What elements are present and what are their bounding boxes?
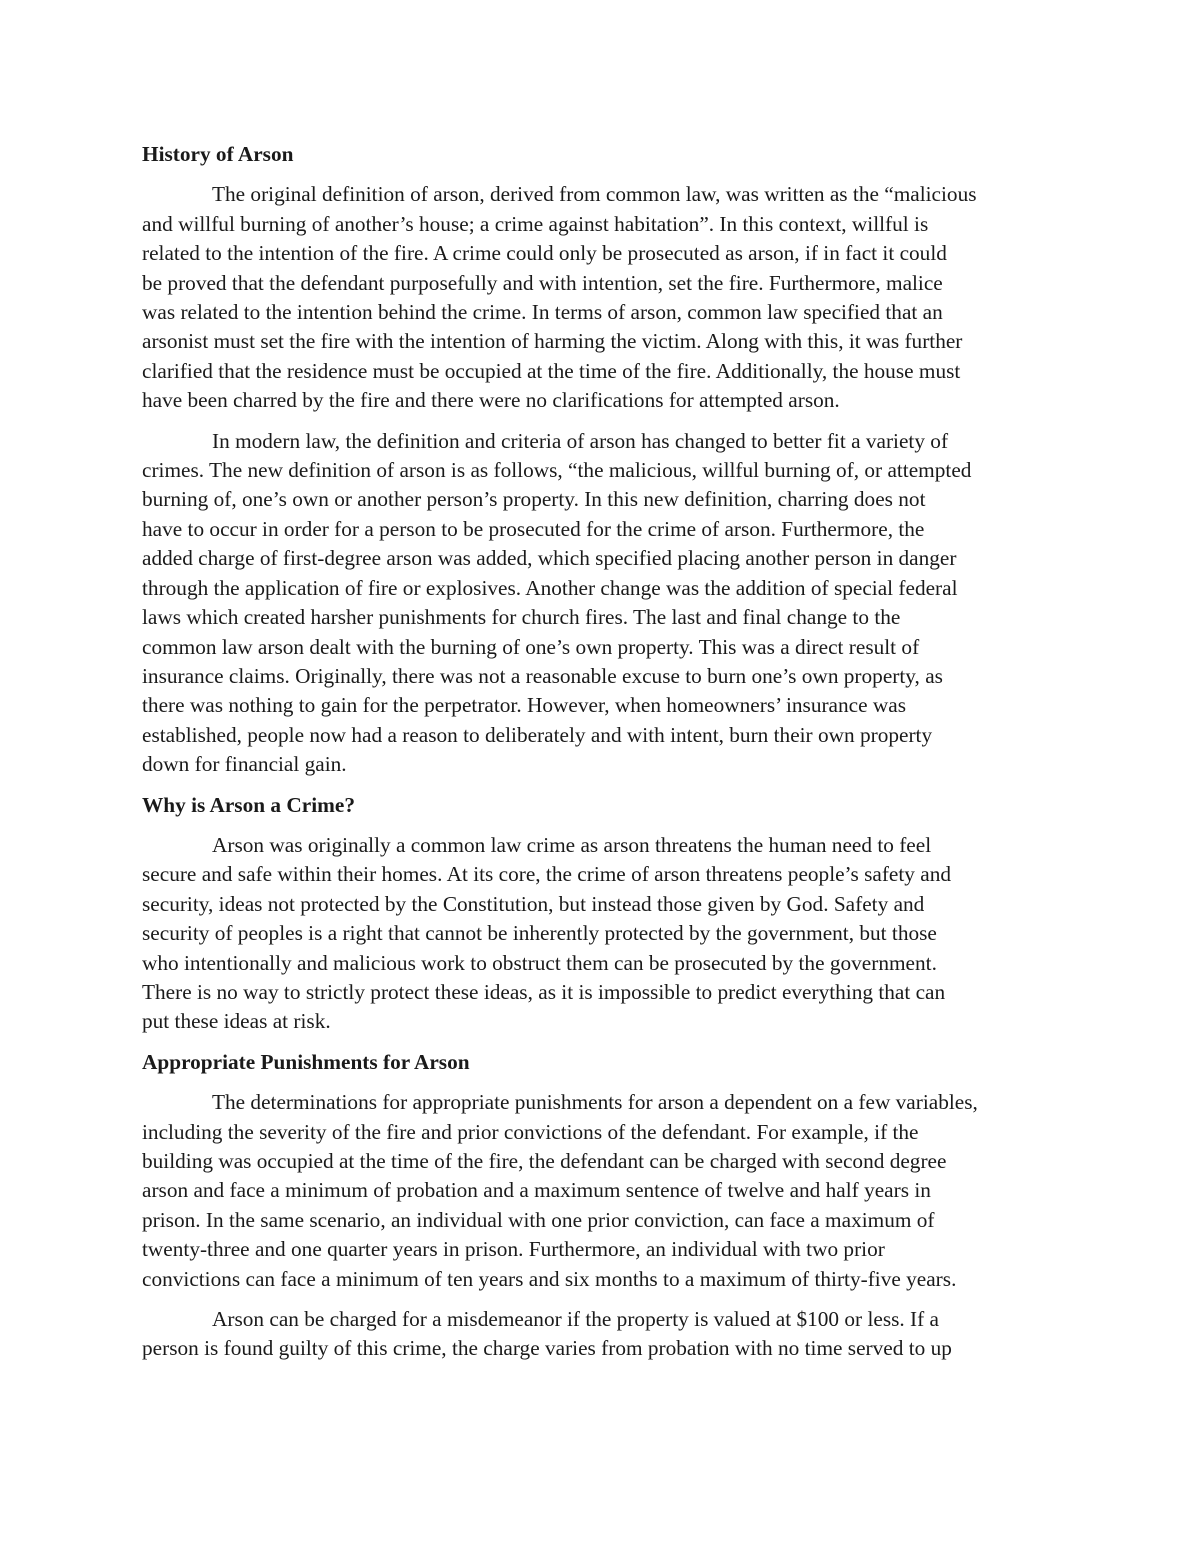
text-line: There is no way to strictly protect these ideas, as it is impossible to predict everything that can	[142, 979, 946, 1004]
text-line: insurance claims. Originally, there was not a reasonable excuse to burn one’s own property, as	[142, 663, 943, 688]
text-line: The determinations for appropriate punishments for arson a dependent on a few variables,	[212, 1090, 978, 1115]
text-line: secure and safe within their homes. At its core, the crime of arson threatens people’s safety and	[142, 862, 952, 887]
text-line: In modern law, the definition and criteria of arson has changed to better fit a variety of	[212, 428, 949, 453]
text-line: and willful burning of another’s house; a crime against habitation”. In this context, willful is	[142, 211, 929, 236]
text-line: twenty-three and one quarter years in prison. Furthermore, an individual with two prior	[142, 1237, 885, 1262]
text-line: Arson can be charged for a misdemeanor if the property is valued at $100 or less. If a	[212, 1307, 940, 1332]
text-line: security of peoples is a right that cannot be inherently protected by the government, but those	[142, 921, 937, 946]
text-line: prison. In the same scenario, an individual with one prior conviction, can face a maximum of	[142, 1207, 935, 1232]
text-line: down for financial gain.	[142, 752, 347, 777]
text-line: related to the intention of the fire. A crime could only be prosecuted as arson, if in fact it could	[142, 241, 947, 266]
text-line: who intentionally and malicious work to obstruct them can be prosecuted by the government.	[142, 950, 937, 975]
text-line: person is found guilty of this crime, the charge varies from probation with no time served to up	[142, 1336, 952, 1361]
text-line: added charge of first-degree arson was added, which specified placing another person in danger	[142, 546, 957, 571]
paragraph-history-1	[142, 180, 1062, 415]
paragraph-why-crime-1	[142, 831, 1062, 1037]
text-line: laws which created harsher punishments for church fires. The last and final change to the	[142, 605, 901, 630]
text-line: common law arson dealt with the burning of one’s own property. This was a direct result of	[142, 634, 920, 659]
text-line: building was occupied at the time of the fire, the defendant can be charged with second degree	[142, 1149, 947, 1173]
section-heading-history: History of Arson	[142, 142, 294, 166]
section-heading-punishments: Appropriate Punishments for Arson	[142, 1049, 470, 1074]
text-line: arsonist must set the fire with the intention of harming the victim. Along with this, it was further	[142, 329, 963, 354]
text-line: convictions can face a minimum of ten years and six months to a maximum of thirty-five years.	[142, 1266, 957, 1291]
text-line: established, people now had a reason to deliberately and with intent, burn their own property	[142, 722, 933, 747]
paragraph-punishments-1	[142, 1088, 1062, 1294]
text-line: have been charred by the fire and there were no clarifications for attempted arson.	[142, 388, 840, 413]
text-line: clarified that the residence must be occupied at the time of the fire. Additionally, the house must	[142, 358, 961, 383]
text-line: be proved that the defendant purposefully and with intention, set the fire. Furthermore, malice	[142, 270, 943, 295]
text-line: arson and face a minimum of probation and a maximum sentence of twelve and half years in	[142, 1178, 931, 1203]
section-heading-why-crime: Why is Arson a Crime?	[142, 792, 355, 817]
text-line: burning of, one’s own or another person’s property. In this new definition, charring does not	[142, 487, 926, 512]
text-line: crimes. The new definition of arson is as follows, “the malicious, willful burning of, or attempted	[142, 458, 972, 483]
text-line: there was nothing to gain for the perpetrator. However, when homeowners’ insurance was	[142, 693, 907, 718]
text-line: The original definition of arson, derived from common law, was written as the “malicious	[212, 182, 977, 207]
text-line: security, ideas not protected by the Constitution, but instead those given by God. Safety and	[142, 891, 925, 916]
paragraph-history-2	[142, 427, 1062, 780]
text-line: including the severity of the fire and prior convictions of the defendant. For example, if the	[142, 1119, 919, 1144]
text-line: Arson was originally a common law crime as arson threatens the human need to feel	[212, 832, 932, 857]
text-line: have to occur in order for a person to be prosecuted for the crime of arson. Furthermore, the	[142, 516, 925, 541]
paragraph-punishments-2	[142, 1305, 1062, 1364]
text-line: was related to the intention behind the crime. In terms of arson, common law specified that an	[142, 300, 943, 325]
document-page	[142, 140, 1062, 1375]
text-line: through the application of fire or explosives. Another change was the addition of special federal	[142, 575, 958, 600]
text-line: put these ideas at risk.	[142, 1009, 331, 1034]
